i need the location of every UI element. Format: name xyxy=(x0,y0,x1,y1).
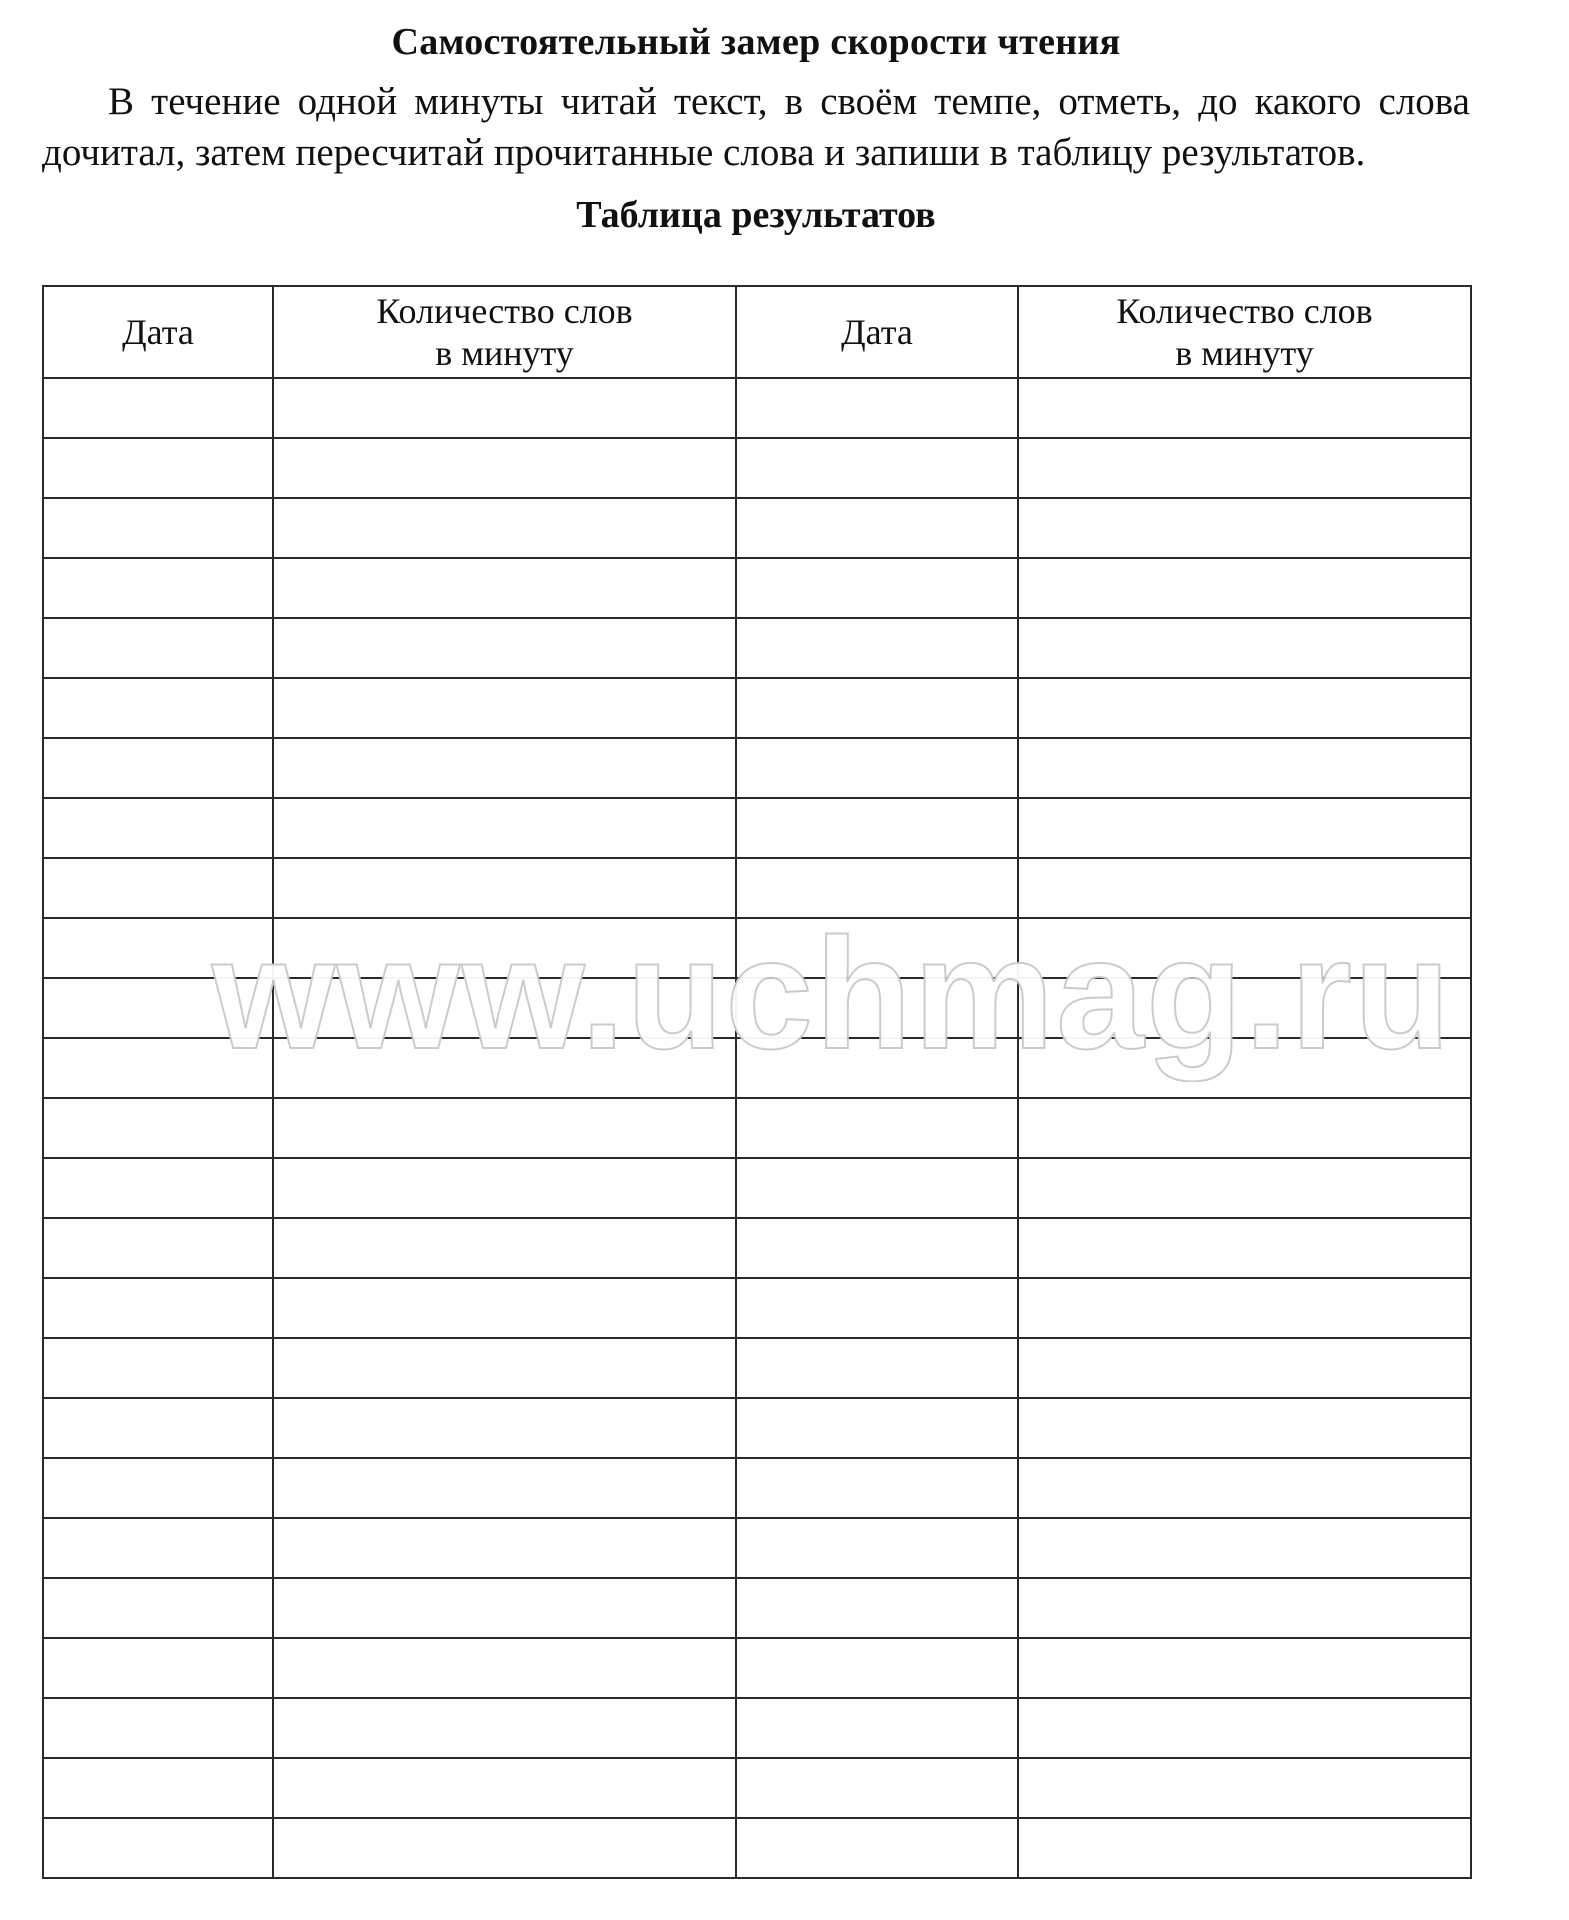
words-cell-1[interactable] xyxy=(273,1458,736,1518)
date-cell-1[interactable] xyxy=(43,798,273,858)
words-cell-2[interactable] xyxy=(1018,678,1471,738)
words-cell-1[interactable] xyxy=(273,1818,736,1878)
words-cell-2[interactable] xyxy=(1018,738,1471,798)
date-cell-1[interactable] xyxy=(43,1638,273,1698)
header-date-2-label: Дата xyxy=(841,312,913,352)
header-date-1 xyxy=(43,286,273,378)
words-cell-2[interactable] xyxy=(1018,498,1471,558)
table-row xyxy=(43,438,1471,498)
date-cell-2[interactable] xyxy=(736,1218,1018,1278)
date-cell-2[interactable] xyxy=(736,918,1018,978)
table-row xyxy=(43,738,1471,798)
words-cell-2[interactable] xyxy=(1018,1278,1471,1338)
words-cell-2[interactable] xyxy=(1018,1398,1471,1458)
date-cell-2[interactable] xyxy=(736,1158,1018,1218)
words-cell-1[interactable] xyxy=(273,1398,736,1458)
date-cell-1[interactable] xyxy=(43,1818,273,1878)
table-row xyxy=(43,618,1471,678)
results-table xyxy=(42,285,1472,1879)
date-cell-2[interactable] xyxy=(736,1638,1018,1698)
table-row xyxy=(43,1278,1471,1338)
date-cell-1[interactable] xyxy=(43,378,273,438)
results-body xyxy=(43,378,1471,1878)
instructions-paragraph: В течение одной минуты читай текст, в своём темпе, отметь, до какого слова дочитал, затем пересчитай прочитанные слова и запиши в таблицу результатов. xyxy=(42,80,1470,174)
header-words-per-minute-1-line2: в минуту xyxy=(435,333,574,373)
header-words-per-minute-1 xyxy=(273,286,736,378)
date-cell-1[interactable] xyxy=(43,1698,273,1758)
words-cell-2[interactable] xyxy=(1018,858,1471,918)
date-cell-2[interactable] xyxy=(736,618,1018,678)
words-cell-1[interactable] xyxy=(273,1098,736,1158)
table-row xyxy=(43,1098,1471,1158)
table-row xyxy=(43,858,1471,918)
table-row xyxy=(43,1758,1471,1818)
header-words-per-minute-2 xyxy=(1018,286,1471,378)
words-cell-2[interactable] xyxy=(1018,1578,1471,1638)
words-cell-1[interactable] xyxy=(273,378,736,438)
date-cell-1[interactable] xyxy=(43,1158,273,1218)
table-row xyxy=(43,1398,1471,1458)
date-cell-1[interactable] xyxy=(43,558,273,618)
words-cell-2[interactable] xyxy=(1018,1038,1471,1098)
words-cell-1[interactable] xyxy=(273,438,736,498)
words-cell-2[interactable] xyxy=(1018,918,1471,978)
words-cell-1[interactable] xyxy=(273,798,736,858)
date-cell-1[interactable] xyxy=(43,678,273,738)
header-row xyxy=(43,286,1471,378)
table-row xyxy=(43,1578,1471,1638)
date-cell-1[interactable] xyxy=(43,1098,273,1158)
date-cell-2[interactable] xyxy=(736,1758,1018,1818)
table-row xyxy=(43,1158,1471,1218)
words-cell-2[interactable] xyxy=(1018,1698,1471,1758)
words-cell-1[interactable] xyxy=(273,1758,736,1818)
words-cell-2[interactable] xyxy=(1018,1218,1471,1278)
words-cell-2[interactable] xyxy=(1018,1158,1471,1218)
header-words-per-minute-2-line2: в минуту xyxy=(1175,333,1314,373)
words-cell-2[interactable] xyxy=(1018,1818,1471,1878)
date-cell-1[interactable] xyxy=(43,1458,273,1518)
date-cell-1[interactable] xyxy=(43,438,273,498)
table-row xyxy=(43,1698,1471,1758)
words-cell-1[interactable] xyxy=(273,978,736,1038)
table-row xyxy=(43,1518,1471,1578)
words-cell-1[interactable] xyxy=(273,1218,736,1278)
date-cell-2[interactable] xyxy=(736,798,1018,858)
worksheet xyxy=(42,0,1470,373)
words-cell-1[interactable] xyxy=(273,1338,736,1398)
words-cell-1[interactable] xyxy=(273,1158,736,1218)
date-cell-2[interactable] xyxy=(736,858,1018,918)
table-row xyxy=(43,918,1471,978)
words-cell-1[interactable] xyxy=(273,498,736,558)
date-cell-1[interactable] xyxy=(43,978,273,1038)
words-cell-2[interactable] xyxy=(1018,978,1471,1038)
date-cell-2[interactable] xyxy=(736,498,1018,558)
words-cell-1[interactable] xyxy=(273,1518,736,1578)
words-cell-2[interactable] xyxy=(1018,618,1471,678)
header-words-per-minute-2-line1: Количество слов xyxy=(1116,291,1373,331)
words-cell-2[interactable] xyxy=(1018,1338,1471,1398)
words-cell-1[interactable] xyxy=(273,558,736,618)
words-cell-1[interactable] xyxy=(273,1698,736,1758)
words-cell-2[interactable] xyxy=(1018,558,1471,618)
words-cell-2[interactable] xyxy=(1018,378,1471,438)
date-cell-2[interactable] xyxy=(736,1338,1018,1398)
page-title: Самостоятельный замер скорости чтения xyxy=(391,21,1121,63)
date-cell-1[interactable] xyxy=(43,858,273,918)
words-cell-2[interactable] xyxy=(1018,1638,1471,1698)
header-date-2 xyxy=(736,286,1018,378)
date-cell-1[interactable] xyxy=(43,1398,273,1458)
date-cell-2[interactable] xyxy=(736,738,1018,798)
words-cell-1[interactable] xyxy=(273,1278,736,1338)
date-cell-2[interactable] xyxy=(736,1818,1018,1878)
date-cell-2[interactable] xyxy=(736,1278,1018,1338)
table-row xyxy=(43,498,1471,558)
date-cell-2[interactable] xyxy=(736,1578,1018,1638)
date-cell-2[interactable] xyxy=(736,1098,1018,1158)
table-row xyxy=(43,1638,1471,1698)
words-cell-1[interactable] xyxy=(273,1638,736,1698)
date-cell-1[interactable] xyxy=(43,1578,273,1638)
table-row xyxy=(43,1818,1471,1878)
header-words-per-minute-1-line1: Количество слов xyxy=(376,291,633,331)
table-row xyxy=(43,558,1471,618)
words-cell-1[interactable] xyxy=(273,1038,736,1098)
table-row xyxy=(43,678,1471,738)
date-cell-2[interactable] xyxy=(736,1038,1018,1098)
header-date-1-label: Дата xyxy=(122,312,194,352)
date-cell-2[interactable] xyxy=(736,558,1018,618)
words-cell-2[interactable] xyxy=(1018,798,1471,858)
table-row xyxy=(43,1218,1471,1278)
words-cell-2[interactable] xyxy=(1018,1758,1471,1818)
date-cell-1[interactable] xyxy=(43,918,273,978)
words-cell-2[interactable] xyxy=(1018,1518,1471,1578)
table-row xyxy=(43,378,1471,438)
table-row xyxy=(43,798,1471,858)
date-cell-2[interactable] xyxy=(736,678,1018,738)
table-caption: Таблица результатов xyxy=(576,194,936,236)
date-cell-1[interactable] xyxy=(43,498,273,558)
date-cell-2[interactable] xyxy=(736,1458,1018,1518)
date-cell-1[interactable] xyxy=(43,618,273,678)
words-cell-1[interactable] xyxy=(273,738,736,798)
watermark: www.uchmag.ru xyxy=(212,906,1453,1082)
date-cell-2[interactable] xyxy=(736,1698,1018,1758)
table-row xyxy=(43,978,1471,1038)
date-cell-1[interactable] xyxy=(43,1278,273,1338)
date-cell-2[interactable] xyxy=(736,378,1018,438)
date-cell-2[interactable] xyxy=(736,978,1018,1038)
date-cell-1[interactable] xyxy=(43,738,273,798)
date-cell-1[interactable] xyxy=(43,1038,273,1098)
words-cell-1[interactable] xyxy=(273,858,736,918)
words-cell-2[interactable] xyxy=(1018,1458,1471,1518)
words-cell-1[interactable] xyxy=(273,618,736,678)
words-cell-1[interactable] xyxy=(273,678,736,738)
words-cell-2[interactable] xyxy=(1018,438,1471,498)
date-cell-2[interactable] xyxy=(736,438,1018,498)
table-row xyxy=(43,1038,1471,1098)
date-cell-1[interactable] xyxy=(43,1758,273,1818)
date-cell-2[interactable] xyxy=(736,1398,1018,1458)
date-cell-1[interactable] xyxy=(43,1338,273,1398)
words-cell-1[interactable] xyxy=(273,918,736,978)
table-row xyxy=(43,1338,1471,1398)
words-cell-2[interactable] xyxy=(1018,1098,1471,1158)
date-cell-1[interactable] xyxy=(43,1518,273,1578)
date-cell-2[interactable] xyxy=(736,1518,1018,1578)
words-cell-1[interactable] xyxy=(273,1578,736,1638)
date-cell-1[interactable] xyxy=(43,1218,273,1278)
table-row xyxy=(43,1458,1471,1518)
